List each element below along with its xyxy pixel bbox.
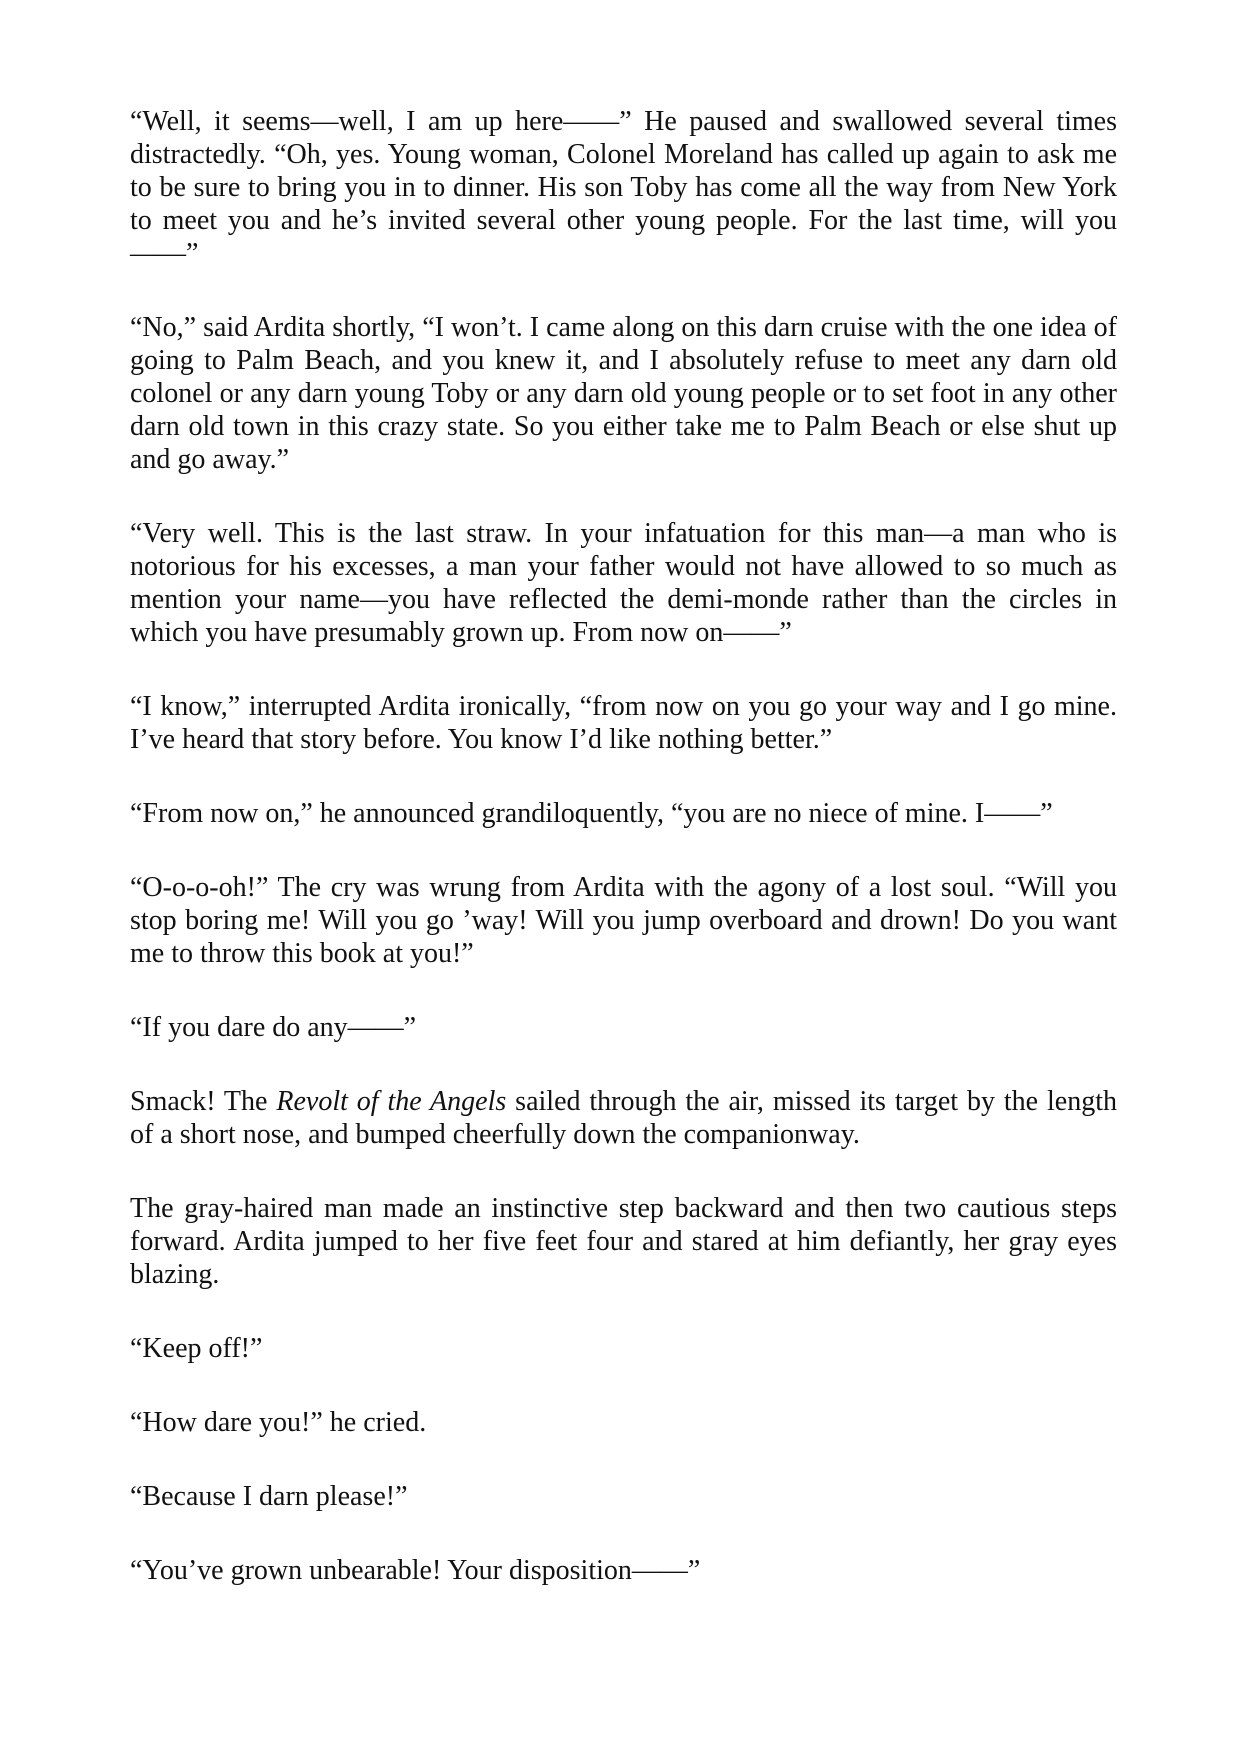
paragraph-uncle-dinner-request: “Well, it seems—well, I am up here——” He paused and swallowed several times distractedly. “Oh, yes. Young woman, Colonel Moreland has called up again to ask me to be sure to bring you in to dinner. His son Toby has come all the way from New York to meet you and he’s invited several other young people. For the last time, will you——” [130, 106, 1117, 269]
paragraph-book-thrown [130, 1085, 1117, 1151]
paragraph-gray-haired-man: The gray-haired man made an instinctive step backward and then two cautious steps forward. Ardita jumped to her five feet four and stared at him defiantly, her gray eyes blazing. [130, 1193, 1117, 1290]
paragraph-unbearable: “You’ve grown unbearable! Your disposition——” [130, 1555, 701, 1586]
paragraph-no-niece: “From now on,” he announced grandiloquently, “you are no niece of mine. I——” [130, 798, 1053, 829]
paragraph-keep-off: “Keep off!” [130, 1333, 263, 1364]
book-thrown-after: sailed through the air, missed its target by the length of a short nose, and bumped cheerfully down the companionway. [130, 1086, 1117, 1150]
book-thrown-before: Smack! The [130, 1086, 277, 1117]
paragraph-if-you-dare: “If you dare do any——” [130, 1012, 417, 1043]
body-text [130, 105, 1117, 1587]
paragraph-because-i-please: “Because I darn please!” [130, 1481, 408, 1512]
paragraph-ardita-refusal: “No,” said Ardita shortly, “I won’t. I came along on this darn cruise with the one idea of going to Palm Beach, and you knew it, and I absolutely refuse to meet any darn old colonel or any darn young Toby or any darn old young people or to set foot in any other darn old town in this crazy state. So you either take me to Palm Beach or else shut up and go away.” [130, 312, 1117, 475]
book-title: Revolt of the Angels [276, 1086, 507, 1117]
paragraph-ardita-cry: “O-o-o-oh!” The cry was wrung from Ardita with the agony of a lost soul. “Will you stop boring me! Will you go ’way! Will you jump overboard and drown! Do you want me to throw this book at you!” [130, 872, 1117, 969]
paragraph-last-straw: “Very well. This is the last straw. In your infatuation for this man—a man who is notorious for his excesses, a man your father would not have allowed to so much as mention your name—you have reflected the demi-monde rather than the circles in which you have presumably grown up. From now on——” [130, 518, 1117, 648]
paragraph-how-dare-you: “How dare you!” he cried. [130, 1407, 427, 1438]
paragraph-ardita-interrupts: “I know,” interrupted Ardita ironically, “from now on you go your way and I go mine. I’ve heard that story before. You know I’d like nothing better.” [130, 691, 1117, 755]
